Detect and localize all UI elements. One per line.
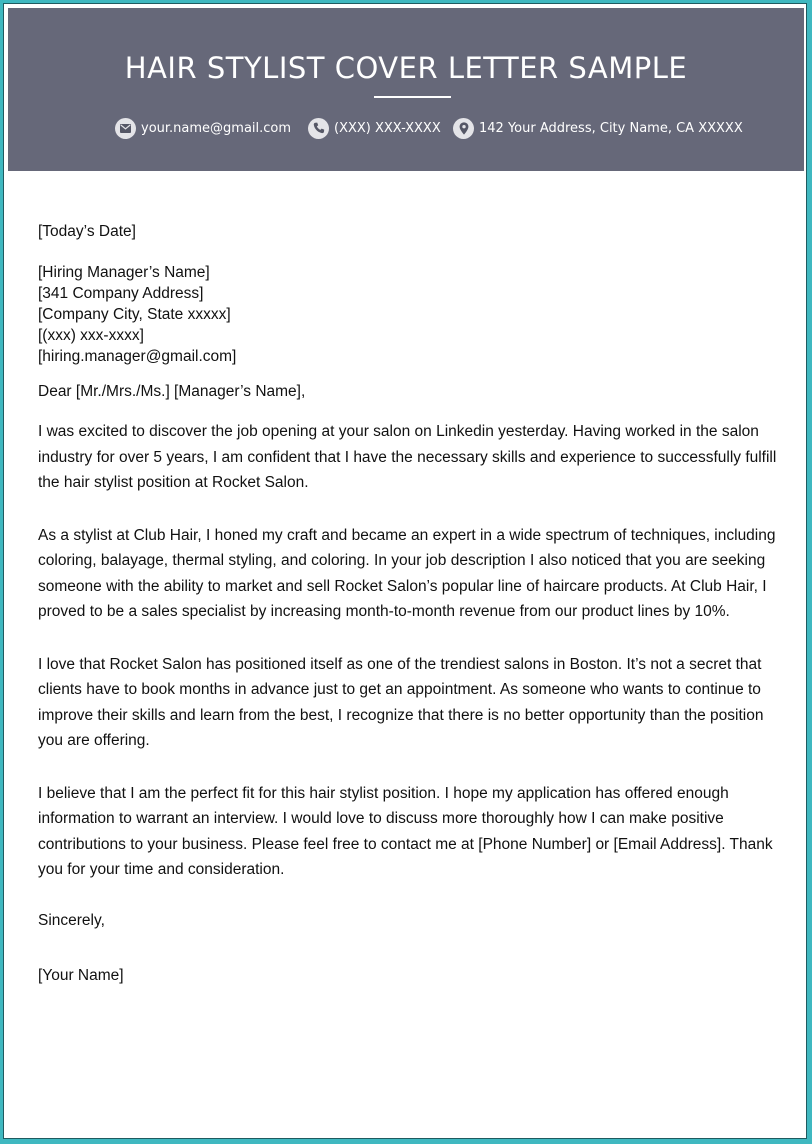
envelope-icon bbox=[115, 118, 136, 139]
contact-email bbox=[115, 117, 291, 139]
closing: Sincerely, bbox=[38, 911, 105, 929]
contact-address bbox=[453, 117, 743, 139]
recipient-phone: [(xxx) xxx-xxxx] bbox=[38, 327, 144, 344]
phone-icon bbox=[308, 118, 329, 139]
email-text: your.name@gmail.com bbox=[141, 120, 292, 136]
body-paragraph-4: I believe that I am the perfect fit for this hair stylist position. I hope my application has offered enough information to warrant an interview. I would love to discuss more thoroughly how I can make positive contributions to your business. Please feel free to contact me at [Phone Number] or [Email Address]. Thank you for your time and consideration. bbox=[38, 784, 773, 878]
recipient-address bbox=[38, 262, 788, 367]
recipient-city: [Company City, State xxxxx] bbox=[38, 306, 231, 323]
body-paragraph-1: I was excited to discover the job opening at your salon on Linkedin yesterday. Having worked in the salon industry for over 5 years, I am confident that I have the necessary skills and experience to successfully fulfill the hair stylist position at Rocket Salon. bbox=[38, 423, 777, 491]
letter-body bbox=[38, 221, 788, 986]
title-divider bbox=[374, 96, 451, 98]
map-pin-icon bbox=[453, 118, 474, 139]
contact-phone bbox=[308, 117, 441, 139]
salutation: Dear [Mr./Mrs./Ms.] [Manager’s Name], bbox=[38, 383, 306, 400]
letter-page bbox=[7, 7, 805, 1137]
body-paragraph-3: I love that Rocket Salon has positioned itself as one of the trendiest salons in Boston. It’s not a secret that clients have to book months in advance just to get an appointment. As someone who wants to continue to improve their skills and learn from the best, I recognize that there is no better opportunity than the position you are offering. bbox=[38, 655, 764, 749]
body-paragraph-2: As a stylist at Club Hair, I honed my craft and became an expert in a wide spectrum of techniques, including coloring, balayage, thermal styling, and coloring. In your job description I also noticed that you are seeking someone with the ability to market and sell Rocket Salon’s popular line of haircare products. At Club Hair, I proved to be a sales specialist by increasing month-to-month revenue from our product lines by 10%. bbox=[38, 526, 776, 620]
recipient-name: [Hiring Manager’s Name] bbox=[38, 264, 210, 281]
address-text: 142 Your Address, City Name, CA XXXXX bbox=[479, 120, 743, 136]
letter-header bbox=[8, 8, 804, 171]
phone-text: (XXX) XXX-XXXX bbox=[334, 120, 441, 136]
recipient-email: [hiring.manager@gmail.com] bbox=[38, 348, 237, 365]
signature: [Your Name] bbox=[38, 966, 124, 984]
letter-date: [Today’s Date] bbox=[38, 223, 136, 240]
recipient-street: [341 Company Address] bbox=[38, 285, 204, 302]
page-title: HAIR STYLIST COVER LETTER SAMPLE bbox=[124, 51, 688, 85]
